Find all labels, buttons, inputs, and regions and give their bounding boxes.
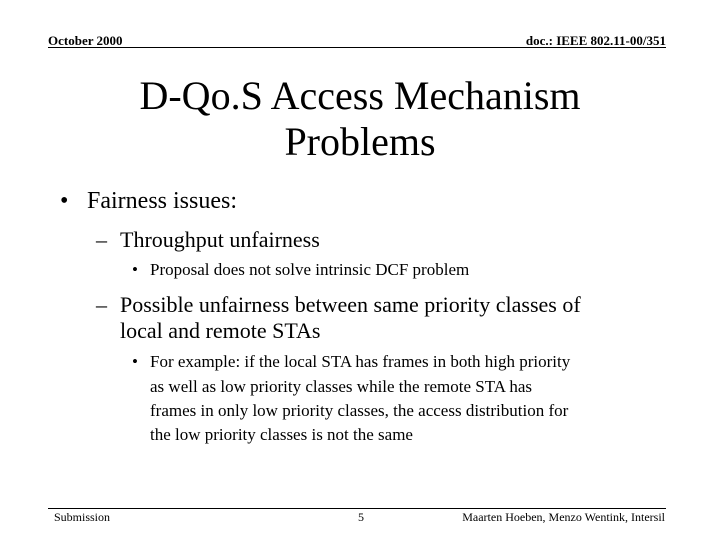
footer-submission: Submission bbox=[54, 510, 111, 524]
sub-unfairness-line-1: Possible unfairness between same priority classes of bbox=[120, 292, 581, 317]
slide-title bbox=[0, 73, 720, 165]
detail-example-line-2: as well as low priority classes while the remote STA has bbox=[150, 377, 533, 396]
detail-example-line-3: frames in only low priority classes, the access distribution for bbox=[150, 401, 569, 420]
detail-example-line-1: For example: if the local STA has frames in both high priority bbox=[150, 352, 571, 371]
sub-throughput: Throughput unfairness bbox=[120, 227, 320, 252]
footer-authors: Maarten Hoeben, Menzo Wentink, Intersil bbox=[462, 510, 665, 524]
footer-page-number: 5 bbox=[358, 510, 364, 524]
title-line-1: D-Qo.S Access Mechanism bbox=[139, 73, 581, 118]
dash-marker: – bbox=[96, 292, 107, 317]
sub-unfairness-line-2: local and remote STAs bbox=[120, 318, 321, 343]
bullet-dot: • bbox=[132, 352, 138, 371]
header-date: October 2000 bbox=[48, 33, 123, 48]
header-rule bbox=[48, 47, 666, 48]
bullet-dot: • bbox=[132, 260, 138, 279]
bullet-fairness: Fairness issues: bbox=[87, 188, 237, 214]
title-line-2: Problems bbox=[284, 119, 436, 164]
detail-proposal: Proposal does not solve intrinsic DCF problem bbox=[150, 260, 470, 279]
detail-example-line-4: the low priority classes is not the same bbox=[150, 425, 413, 444]
footer-rule bbox=[48, 508, 666, 509]
bullet-dot: • bbox=[60, 188, 69, 214]
header-doc-id: doc.: IEEE 802.11-00/351 bbox=[525, 33, 666, 48]
dash-marker: – bbox=[96, 227, 107, 252]
